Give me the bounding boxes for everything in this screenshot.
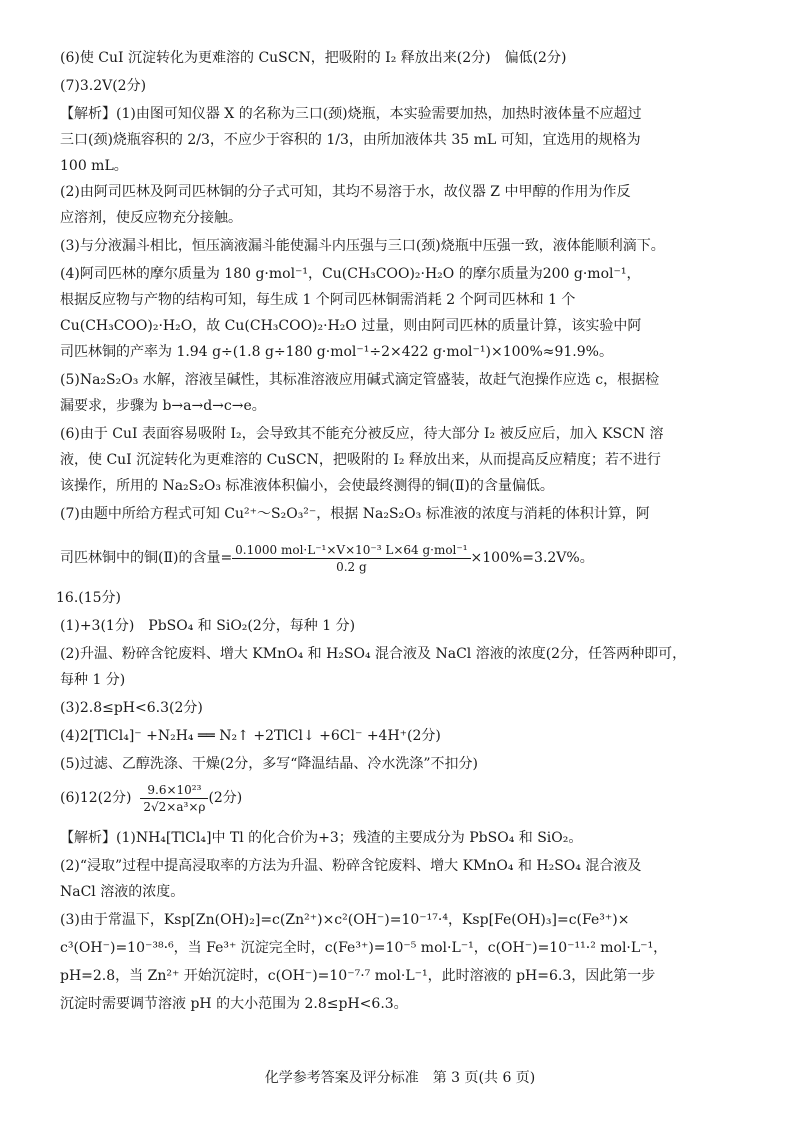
formula7-fraction (232, 542, 470, 575)
text-line: 液，使 CuI 沉淀转化为更难溶的 CuSCN，把吸附的 I₂ 释放出来，从而提高反应精度；若不进行 (60, 452, 661, 468)
text-line: (4)2[TlCl₄]⁻ +N₂H₄ ══ N₂↑ +2TlCl↓ +6Cl⁻ +4H⁺(2分) (60, 728, 441, 744)
text-line: pH=2.8，当 Zn²⁺ 开始沉淀时，c(OH⁻)=10⁻⁷·⁷ mol·L⁻¹，此时溶液的 pH=6.3，因此第一步 (60, 968, 656, 984)
formula7-denominator: 0.2 g (336, 559, 367, 574)
text-line: (4)阿司匹林的摩尔质量为 180 g·mol⁻¹，Cu(CH₃COO)₂·H₂O 的摩尔质量为200 g·mol⁻¹， (60, 266, 641, 282)
text-line: (3)2.8≤pH<6.3(2分) (60, 700, 203, 716)
text-line: (2)由阿司匹林及阿司匹林铜的分子式可知，其均不易溶于水，故仪器 Z 中甲醇的作用为作反 (60, 184, 631, 200)
formula6-suffix: (2分) (208, 790, 243, 806)
text-line: (2)升温、粉碎含铊废料、增大 KMnO₄ 和 H₂SO₄ 混合液及 NaCl 溶液的浓度(2分，任答两种即可， (60, 646, 687, 662)
text-line: (3)由于常温下，Ksp[Zn(OH)₂]=c(Zn²⁺)×c²(OH⁻)=10⁻¹⁷·⁴，Ksp[Fe(OH)₃]=c(Fe³⁺)× (60, 912, 630, 928)
formula-line-6 (60, 778, 242, 818)
text-line: (3)与分液漏斗相比，恒压滴液漏斗能使漏斗内压强与三口(颈)烧瓶中压强一致，液体能顺利滴下。 (60, 238, 665, 254)
formula6-numerator: 9.6×10²³ (140, 782, 208, 799)
text-line: NaCl 溶液的浓度。 (60, 884, 185, 900)
formula7-numerator: 0.1000 mol·L⁻¹×V×10⁻³ L×64 g·mol⁻¹ (232, 542, 470, 559)
text-line: (1)+3(1分) PbSO₄ 和 SiO₂(2分，每种 1 分) (60, 618, 356, 634)
page-footer: 化学参考答案及评分标准 第 3 页(共 6 页) (264, 1070, 536, 1086)
text-line: 16.(15分) (56, 590, 122, 606)
text-line: 应溶剂，使反应物充分接触。 (60, 210, 242, 226)
text-line: (5)Na₂S₂O₃ 水解，溶液呈碱性，其标准溶液应用碱式滴定管盛装，故赶气泡操作应选 c，根据检 (60, 372, 660, 388)
formula6-denominator: 2√2×a³×ρ (143, 799, 206, 814)
text-line: (7)3.2V(2分) (60, 78, 147, 94)
formula6-prefix: (6)12(2分) (60, 790, 132, 806)
text-line: (5)过滤、乙醇洗涤、干燥(2分，多写“降温结晶、冷水洗涤”不扣分) (60, 756, 478, 772)
text-line: 沉淀时需要调节溶液 pH 的大小范围为 2.8≤pH<6.3。 (60, 996, 408, 1012)
text-line: 根据反应物与产物的结构可知，每生成 1 个阿司匹林铜需消耗 2 个阿司匹林和 1 个 (60, 292, 576, 308)
text-line: c³(OH⁻)=10⁻³⁸·⁶，当 Fe³⁺ 沉淀完全时，c(Fe³⁺)=10⁻⁵ mol·L⁻¹，c(OH⁻)=10⁻¹¹·² mol·L⁻¹， (60, 940, 668, 956)
text-line: Cu(CH₃COO)₂·H₂O，故 Cu(CH₃COO)₂·H₂O 过量，则由阿司匹林的质量计算，该实验中阿 (60, 318, 642, 334)
text-line: 该操作，所用的 Na₂S₂O₃ 标准液体积偏小，会使最终测得的铜(Ⅱ)的含量偏低。 (60, 478, 554, 494)
text-line: (6)使 CuI 沉淀转化为更难溶的 CuSCN，把吸附的 I₂ 释放出来(2分) 偏低(2分) (60, 50, 567, 66)
text-line: (2)“浸取”过程中提高浸取率的方法为升温、粉碎含铊废料、增大 KMnO₄ 和 H₂SO₄ 混合液及 (60, 858, 642, 874)
text-line: 三口(颈)烧瓶容积的 2/3，不应少于容积的 1/3，由所加液体共 35 mL 可知，宜选用的规格为 (60, 132, 641, 148)
text-line: (6)由于 CuI 表面容易吸附 I₂，会导致其不能充分被反应，待大部分 I₂ 被反应后，加入 KSCN 溶 (60, 426, 664, 442)
text-line: 每种 1 分) (60, 672, 126, 688)
text-line: (7)由题中所给方程式可知 Cu²⁺～S₂O₃²⁻，根据 Na₂S₂O₃ 标准液的浓度与消耗的体积计算，阿 (60, 506, 650, 522)
text-line: 【解析】(1)由图可知仪器 X 的名称为三口(颈)烧瓶，本实验需要加热，加热时液体量不应超过 (60, 106, 642, 122)
text-line: 司匹林铜的产率为 1.94 g÷(1.8 g÷180 g·mol⁻¹÷2×422 g·mol⁻¹)×100%≈91.9%。 (60, 344, 613, 360)
formula6-fraction (140, 782, 208, 815)
text-line: 100 mL。 (60, 158, 128, 174)
formula-line-7 (60, 538, 594, 578)
formula7-prefix: 司匹林铜中的铜(Ⅱ)的含量= (60, 550, 233, 566)
formula7-suffix: ×100%=3.2V%。 (470, 550, 594, 566)
text-line: 【解析】(1)NH₄[TlCl₄]中 Tl 的化合价为+3；残渣的主要成分为 PbSO₄ 和 SiO₂。 (60, 830, 583, 846)
text-line: 漏要求，步骤为 b→a→d→c→e。 (60, 398, 266, 414)
